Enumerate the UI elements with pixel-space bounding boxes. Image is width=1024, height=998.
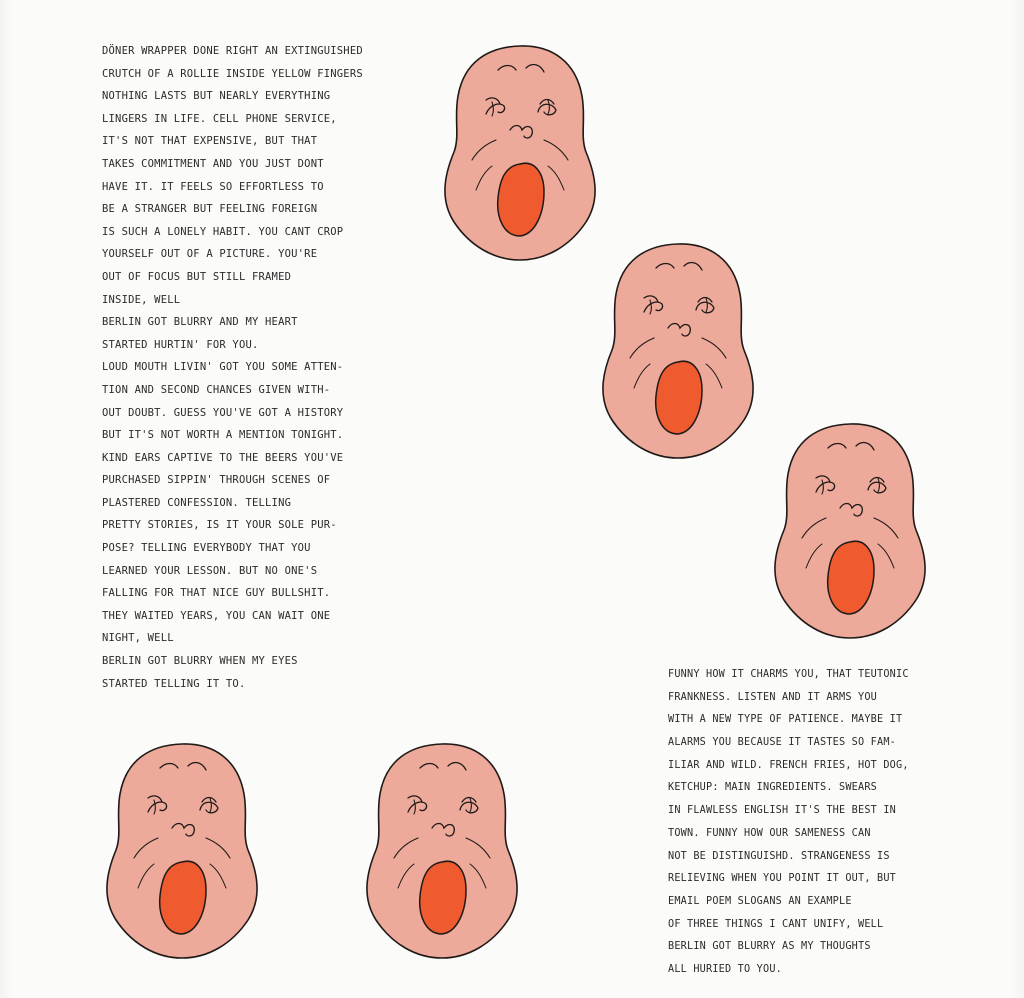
screaming-face-icon	[102, 738, 262, 963]
left-lyric-line: BERLIN GOT BLURRY AND MY HEART	[102, 316, 298, 329]
left-lyric-line: PRETTY STORIES, IS IT YOUR SOLE PUR-	[102, 519, 337, 532]
left-lyric-line: CRUTCH OF A ROLLIE INSIDE YELLOW FINGERS	[102, 67, 363, 80]
left-lyric-line: TAKES COMMITMENT AND YOU JUST DONT	[102, 157, 324, 170]
left-lyric-line: IT'S NOT THAT EXPENSIVE, BUT THAT	[102, 135, 318, 148]
left-lyric-line: IS SUCH A LONELY HABIT. YOU CANT CROP	[102, 225, 344, 238]
right-lyric-line: ILIAR AND WILD. FRENCH FRIES, HOT DOG,	[668, 759, 909, 771]
left-lyric-line: LINGERS IN LIFE. CELL PHONE SERVICE,	[102, 112, 337, 125]
left-lyric-line: NOTHING LASTS BUT NEARLY EVERYTHING	[102, 90, 331, 103]
left-lyric-line: BERLIN GOT BLURRY WHEN MY EYES	[102, 655, 298, 668]
screaming-face-icon	[598, 238, 758, 463]
left-lyric-line: YOURSELF OUT OF A PICTURE. YOU'RE	[102, 248, 318, 261]
right-lyrics-block	[668, 664, 909, 982]
left-lyric-line: INSIDE, WELL	[102, 293, 181, 306]
left-lyric-line: KIND EARS CAPTIVE TO THE BEERS YOU'VE	[102, 451, 344, 464]
left-lyric-line: NIGHT, WELL	[102, 632, 174, 645]
right-lyric-line: ALARMS YOU BECAUSE IT TASTES SO FAM-	[668, 737, 897, 749]
left-lyric-line: LEARNED YOUR LESSON. BUT NO ONE'S	[102, 564, 318, 577]
right-lyric-line: BERLIN GOT BLURRY AS MY THOUGHTS	[668, 941, 871, 953]
left-lyric-line: BUT IT'S NOT WORTH A MENTION TONIGHT.	[102, 429, 344, 442]
left-lyric-line: BE A STRANGER BUT FEELING FOREIGN	[102, 203, 318, 216]
right-lyric-line: EMAIL POEM SLOGANS AN EXAMPLE	[668, 895, 852, 907]
left-lyric-line: POSE? TELLING EVERYBODY THAT YOU	[102, 542, 311, 555]
left-lyric-line: LOUD MOUTH LIVIN' GOT YOU SOME ATTEN-	[102, 361, 344, 374]
left-lyric-line: OUT OF FOCUS BUT STILL FRAMED	[102, 270, 292, 283]
left-lyric-line: DÖNER WRAPPER DONE RIGHT AN EXTINGUISHED	[102, 45, 363, 57]
right-lyric-line: FUNNY HOW IT CHARMS YOU, THAT TEUTONIC	[668, 669, 909, 680]
right-lyric-line: NOT BE DISTINGUISHD. STRANGENESS IS	[668, 850, 890, 862]
left-lyric-line: STARTED TELLING IT TO.	[102, 677, 246, 690]
right-lyric-line: KETCHUP: MAIN INGREDIENTS. SWEARS	[668, 782, 878, 794]
right-lyric-line: TOWN. FUNNY HOW OUR SAMENESS CAN	[668, 827, 871, 839]
left-lyric-line: THEY WAITED YEARS, YOU CAN WAIT ONE	[102, 609, 331, 622]
left-lyric-line: HAVE IT. IT FEELS SO EFFORTLESS TO	[102, 180, 324, 193]
left-lyric-line: PLASTERED CONFESSION. TELLING	[102, 496, 292, 509]
left-lyrics-block	[102, 40, 363, 695]
right-lyric-line: ALL HURIED TO YOU.	[668, 963, 783, 975]
left-lyric-line: OUT DOUBT. GUESS YOU'VE GOT A HISTORY	[102, 406, 344, 419]
left-lyric-line: PURCHASED SIPPIN' THROUGH SCENES OF	[102, 474, 331, 487]
screaming-face-icon	[362, 738, 522, 963]
left-lyric-line: STARTED HURTIN' FOR YOU.	[102, 338, 259, 351]
left-lyric-line: TION AND SECOND CHANCES GIVEN WITH-	[102, 383, 331, 396]
right-lyric-line: OF THREE THINGS I CANT UNIFY, WELL	[668, 918, 884, 930]
right-lyric-line: RELIEVING WHEN YOU POINT IT OUT, BUT	[668, 873, 897, 885]
screaming-face-icon	[770, 418, 930, 643]
left-lyric-line: FALLING FOR THAT NICE GUY BULLSHIT.	[102, 587, 331, 600]
screaming-face-icon	[440, 40, 600, 265]
right-lyric-line: FRANKNESS. LISTEN AND IT ARMS YOU	[668, 691, 878, 703]
right-lyric-line: IN FLAWLESS ENGLISH IT'S THE BEST IN	[668, 805, 897, 817]
right-lyric-line: WITH A NEW TYPE OF PATIENCE. MAYBE IT	[668, 714, 903, 726]
